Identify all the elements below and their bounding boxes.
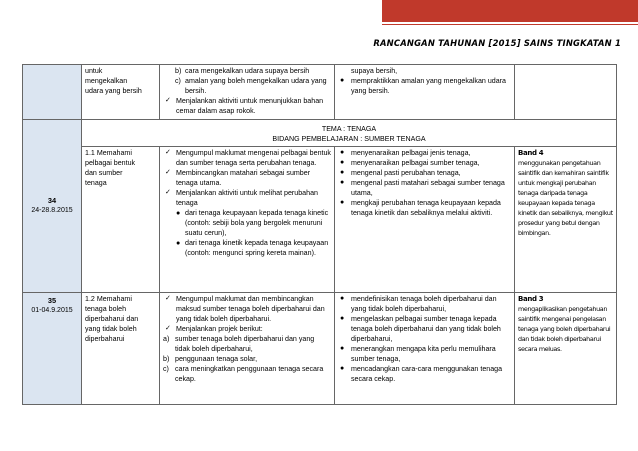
check-icon: ✓	[165, 149, 171, 156]
band-cell	[515, 293, 617, 405]
list-item: ● mengkaji perubahan tenaga keupayaan kepada tenaga kinetik dan sebaliknya melalui aktiviti.	[340, 199, 501, 217]
list-item: ✓ Membincangkan matahari sebagai sumber tenaga utama.	[165, 169, 311, 187]
learning-area-text: untuk mengekalkan udara yang bersih	[85, 67, 142, 95]
list-item: ● menyenaraikan pelbagai jenis tenaga,	[340, 149, 471, 157]
plan-table-wrapper	[22, 64, 616, 405]
bullet-icon: ●	[176, 209, 181, 217]
theme-cell	[82, 120, 617, 147]
band-text: menggunakan pengetahuan saintifik dan kemahiran saintifik untuk mengkaji perubahan tenaga daripada tenaga keupayaan kepada tenaga kinetik dan sebaliknya, mengikut prosedur yang betul dengan bimbingan.	[518, 159, 613, 237]
list-item: ● mengelaskan pelbagai sumber tenaga kepada tenaga boleh diperbaharui dan yang tidak boleh diperbaharui,	[340, 315, 501, 343]
bullet-icon: ●	[340, 179, 345, 186]
week-cell-empty	[23, 65, 82, 120]
week-cell-35: 35 01-04.9.2015	[23, 293, 82, 405]
check-icon: ✓	[165, 295, 171, 302]
list-item: a) sumber tenaga boleh diperbaharui dan yang tidak boleh diperbaharui,	[163, 335, 315, 353]
check-icon: ✓	[165, 97, 171, 104]
check-icon: ✓	[165, 325, 171, 332]
activities-cell	[160, 65, 335, 120]
learning-area-text: 1.2 Memahami tenaga boleh diperbaharui dan yang tidak boleh diperbaharui	[85, 295, 139, 343]
activity-list	[163, 294, 331, 334]
list-item: ● mempraktikkan amalan yang mengekalkan udara yang bersih.	[340, 77, 506, 95]
check-icon: ✓	[165, 169, 171, 176]
header-red-line	[382, 24, 638, 25]
objective-list	[163, 66, 331, 96]
outcomes-cell	[335, 147, 515, 293]
outcome-list	[338, 76, 511, 96]
outcomes-cell: supaya bersih, ● mempraktikkan amalan yang mengekalkan udara yang bersih.	[335, 65, 515, 120]
band-cell	[515, 147, 617, 293]
band-title: Band 4	[518, 149, 544, 157]
band-title: Band 3	[518, 295, 544, 303]
bullet-icon: ●	[340, 295, 345, 302]
list-item: c) cara meningkatkan penggunaan tenaga secara cekap.	[163, 365, 324, 383]
theme-title: TEMA : TENAGA	[321, 125, 377, 133]
document-title: RANCANGAN TAHUNAN [2015] SAINS TINGKATAN 1	[373, 38, 621, 48]
bullet-icon: ●	[340, 199, 345, 206]
list-item: ✓ Menjalankan aktiviti untuk melihat perubahan tenaga	[165, 189, 318, 207]
list-item: ● dari tenaga kinetik kepada tenaga keupayaan (contoh: mengunci spring kereta mainan).	[176, 239, 329, 257]
outcomes-cell	[335, 293, 515, 405]
list-item: ● mendefinisikan tenaga boleh diperbaharui dan yang tidak boleh diperbaharui,	[340, 295, 497, 313]
bullet-icon: ●	[340, 149, 345, 156]
bullet-icon: ●	[340, 345, 345, 352]
list-item: ● menerangkan mengapa kita perlu memulihara sumber tenaga,	[340, 345, 496, 363]
list-item: ● mengenal pasti matahari sebagai sumber tenaga utama,	[340, 179, 505, 197]
list-item: c) amalan yang boleh mengekalkan udara yang bersih.	[175, 77, 327, 95]
list-item: ● mengenal pasti perubahan tenaga,	[340, 169, 461, 177]
bullet-icon: ●	[340, 169, 345, 176]
bullet-icon: ●	[340, 315, 345, 322]
table-row	[23, 120, 617, 147]
learning-area-cell	[82, 147, 160, 293]
plan-table	[22, 64, 617, 405]
list-item: ✓ Mengumpul maklumat mengenai pelbagai bentuk dan sumber tenaga serta perubahan tenaga.	[165, 149, 331, 167]
learning-area-cell	[82, 293, 160, 405]
bullet-icon: ●	[340, 159, 345, 166]
band-text: mengaplikasikan pengetahuan saintifik mengenai pengelasan tenaga yang boleh diperbaharui dan tidak boleh diperbaharui secara meluas.	[518, 305, 611, 353]
list-item: ● mencadangkan cara-cara menggunakan tenaga secara cekap.	[340, 365, 503, 383]
band-cell	[515, 65, 617, 120]
bullet-icon: ●	[176, 239, 181, 247]
bullet-icon: ●	[340, 365, 345, 372]
list-item: ● menyenaraikan pelbagai sumber tenaga,	[340, 159, 480, 167]
check-icon: ✓	[165, 189, 171, 196]
project-list	[163, 334, 331, 384]
list-item: b) cara mengekalkan udara supaya bersih	[175, 67, 310, 75]
bullet-icon: ●	[340, 77, 345, 84]
list-item: ● dari tenaga keupayaan kepada tenaga kinetic (contoh: sebiji bola yang bergolek menuruni suatu cerun),	[176, 209, 329, 237]
table-row	[23, 65, 617, 120]
activity-list	[163, 96, 331, 116]
table-row	[23, 293, 617, 405]
list-item: ✓ Mengumpul maklumat dan membincangkan maksud sumber tenaga boleh diperbaharui dan yang tidak boleh diperbaharui.	[165, 295, 325, 323]
activity-list	[163, 148, 331, 208]
table-row	[23, 147, 617, 293]
learning-area-text: 1.1 Memahami pelbagai bentuk dan sumber tenaga	[85, 149, 136, 187]
outcome-list	[338, 148, 511, 218]
week-cell-34: 34 24-28.8.2015	[23, 120, 82, 293]
learning-field: BIDANG PEMBELAJARAN : SUMBER TENAGA	[272, 135, 426, 143]
list-item: ✓ Menjalankan aktiviti untuk menunjukkan bahan cemar dalam asap rokok.	[165, 97, 324, 115]
activities-cell	[160, 147, 335, 293]
list-item: ✓ Menjalankan projek berikut:	[165, 325, 263, 333]
learning-area-cell	[82, 65, 160, 120]
header-red-bar	[382, 0, 638, 22]
activities-cell	[160, 293, 335, 405]
sub-activity-list	[163, 208, 331, 258]
list-item: b) penggunaan tenaga solar,	[163, 355, 258, 363]
outcome-list	[338, 294, 511, 384]
